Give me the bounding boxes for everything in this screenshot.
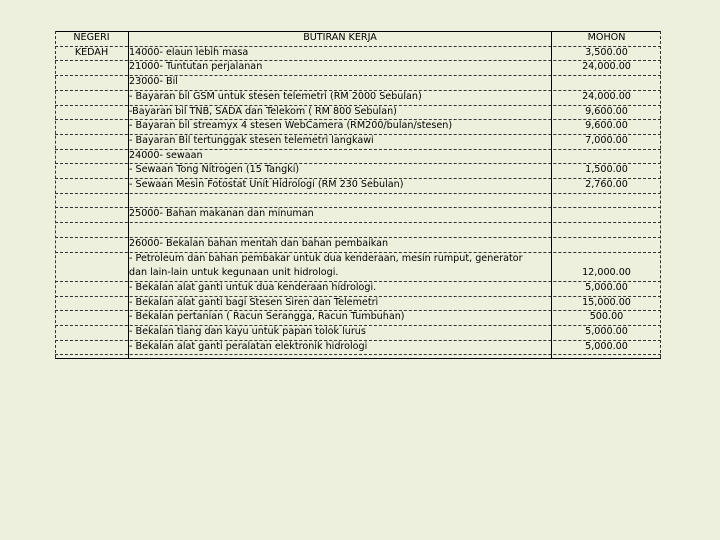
row-amount: 15,000.00 <box>582 296 631 308</box>
row-amount: 24,000.00 <box>582 90 631 102</box>
row-amount: 500.00 <box>589 311 624 323</box>
row-amount: 7,000.00 <box>585 134 628 146</box>
state-value: KEDAH <box>74 46 109 58</box>
row-amount: 3,500.00 <box>585 46 628 58</box>
row-details: 14000- elaun lebih masa <box>129 46 249 58</box>
row-details: - Bayaran Bil tertunggak stesen telemetri langkawi <box>129 134 374 146</box>
row-details: - Bekalan pertanian ( Racun Serangga, Racun Tumbuhan) <box>129 311 405 323</box>
row-amount: 5,000.00 <box>585 340 628 352</box>
row-details: - Bekalan tiang dan kayu untuk papan tolok lurus <box>129 326 366 337</box>
row-details: - Bekalan alat ganti peralatan elektronik hidrologi <box>129 340 368 352</box>
header-state: NEGERI <box>73 32 110 43</box>
row-divider <box>55 193 661 194</box>
row-details: 26000- Bekalan bahan mentah dan bahan pembaikan <box>129 237 389 249</box>
row-details: - Bayaran bil streamyx 4 stesen WebCamera (RM200/bulan/stesen) <box>129 120 453 132</box>
row-amount: 2,760.00 <box>585 179 628 190</box>
row-amount: 12,000.00 <box>582 267 631 279</box>
row-amount: 24,000.00 <box>582 61 631 73</box>
header-request: MOHON <box>587 32 626 43</box>
work-details-table <box>55 31 661 358</box>
row-amount: 9,600.00 <box>585 120 628 132</box>
header-details: BUTIRAN KERJA <box>303 32 377 43</box>
row-details: -Bayaran bil TNB, SADA dan Telekom ( RM 800 Sebulan) <box>129 105 397 117</box>
row-divider <box>55 222 661 223</box>
row-details: - Sewaan Mesin Fotostat Unit Hidrologi (RM 230 Sebulan) <box>129 179 404 190</box>
row-details: 24000- sewaan <box>129 149 203 161</box>
row-details: - Petroleum dan bahan pembakar untuk dua kenderaan, mesin rumput, generator dan lain-lain untuk kegunaan unit hidrologi. <box>129 252 523 279</box>
row-details: 23000- Bil <box>129 76 178 88</box>
row-details: 25000- Bahan makanan dan minuman <box>129 208 314 220</box>
row-details: - Bayaran bil GSM untuk stesen telemetri (RM 2000 Sebulan) <box>129 90 422 102</box>
row-divider <box>55 354 661 355</box>
row-details: - Sewaan Tong Nitrogen (15 Tangki) <box>129 164 300 176</box>
row-details: - Bekalan alat ganti bagi Stesen Siren dan Telemetri <box>129 296 379 308</box>
row-amount: 1,500.00 <box>585 164 628 176</box>
row-amount: 9,600.00 <box>585 105 628 117</box>
row-details: 21000- Tuntutan perjalanan <box>129 61 263 73</box>
row-amount: 5,000.00 <box>585 281 628 293</box>
row-amount: 5,000.00 <box>585 326 628 337</box>
row-details: - Bekalan alat ganti untuk dua kenderaan hidrologi. <box>129 281 377 293</box>
